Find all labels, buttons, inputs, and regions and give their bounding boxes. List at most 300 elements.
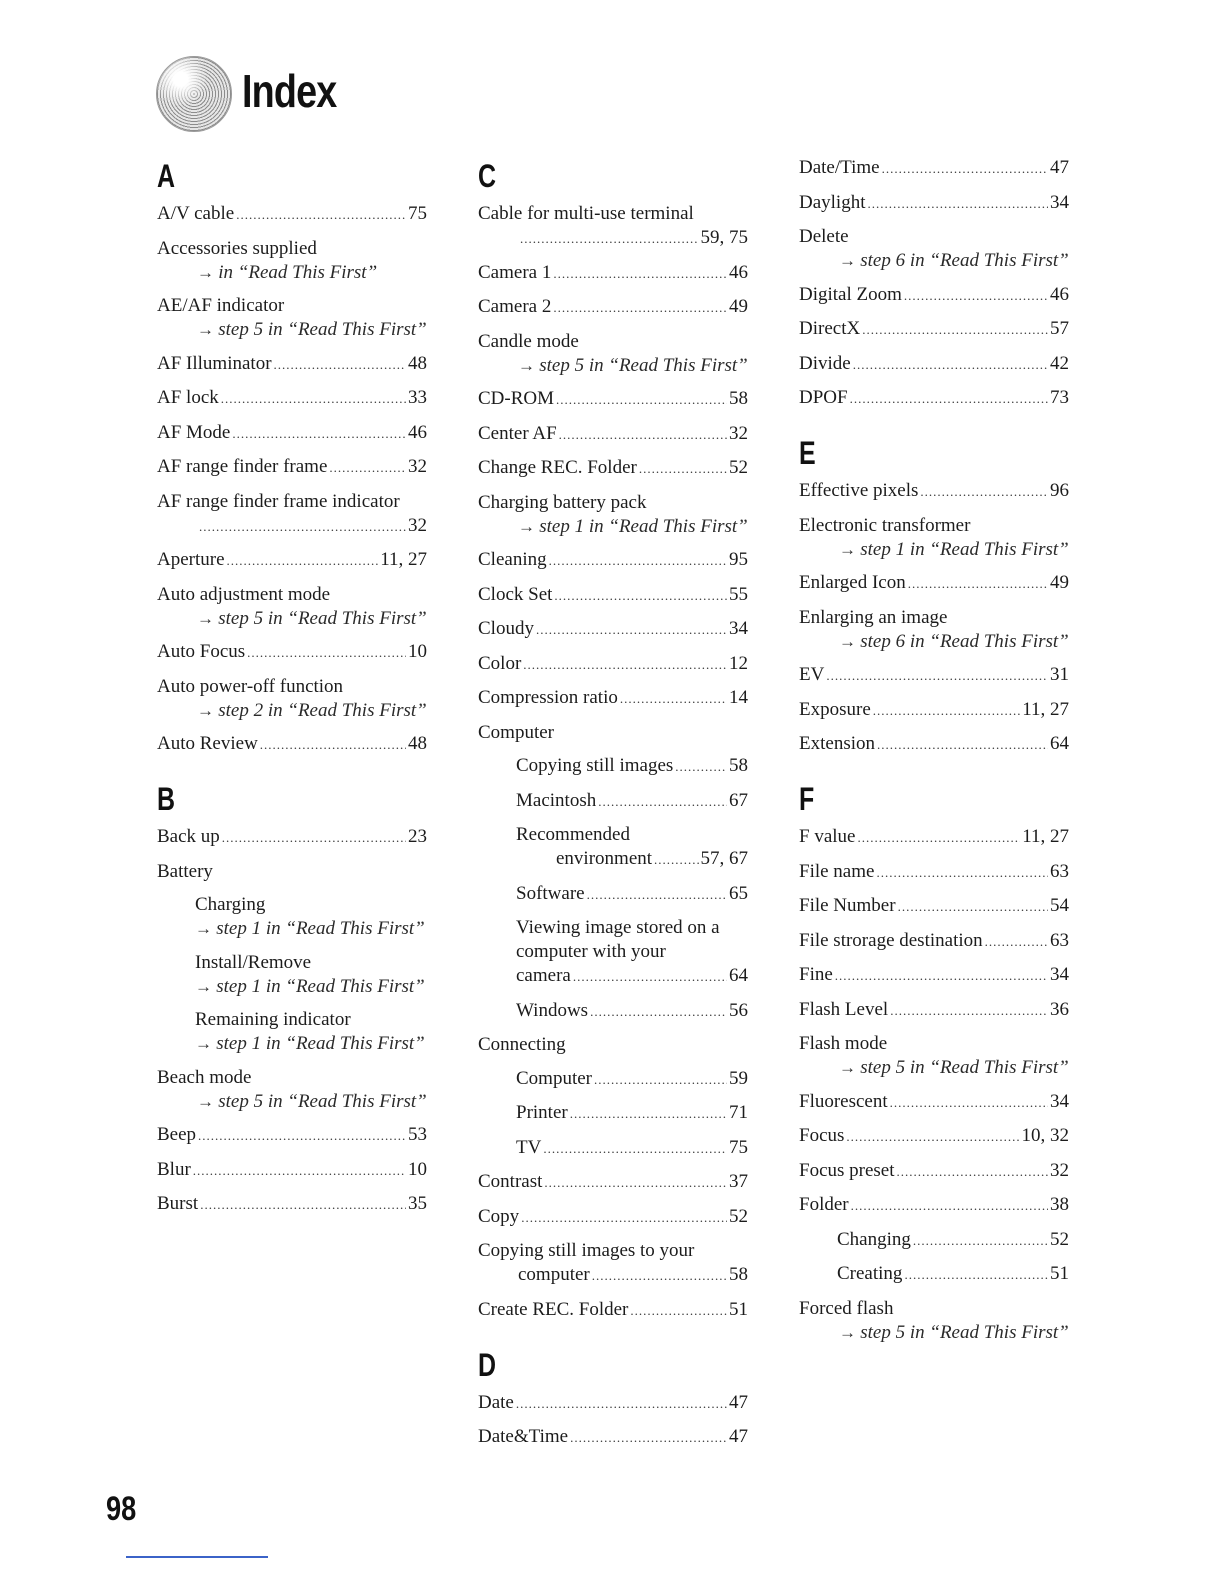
entry-row [157, 352, 427, 377]
entry-term: Changing [837, 1228, 911, 1250]
entry-page: 35 [408, 1193, 427, 1214]
leader-dots [868, 192, 1049, 216]
arrow-right-icon: → [839, 539, 861, 559]
index-entry [478, 330, 748, 378]
leader-dots [877, 733, 1048, 757]
entry-term: Blur [157, 1158, 191, 1180]
entry-term: Focus [799, 1125, 845, 1146]
section-letter: D [478, 1346, 497, 1383]
arrow-right-icon: → [195, 1034, 217, 1053]
entry-term: EV [799, 664, 825, 685]
index-entry [799, 156, 1069, 181]
entry-row [516, 847, 748, 872]
entry-term: AF range finder frame indicator [157, 490, 400, 512]
entry-term: Burst [157, 1193, 199, 1214]
entry-term: Viewing image stored on a computer with your [516, 917, 720, 962]
entry-term: Beach mode [157, 1066, 252, 1088]
entry-term: DirectX [799, 318, 861, 339]
index-entry [478, 721, 748, 745]
entry-row [799, 929, 1069, 954]
entry-row [799, 732, 1069, 757]
entry-row [799, 1193, 1069, 1218]
leader-dots [554, 584, 727, 608]
index-entry [157, 860, 427, 884]
index-entry [157, 386, 427, 411]
entry-term: File name [799, 860, 875, 882]
entry-row [157, 1158, 427, 1183]
reference-text: step 1 in “Read This First” [539, 515, 748, 537]
index-entry [478, 686, 748, 711]
entry-page: 63 [1050, 929, 1069, 951]
entry-row [478, 226, 748, 251]
entry-page: 57, 67 [700, 848, 748, 869]
index-entry [799, 1159, 1069, 1184]
entry-page: 47 [729, 1426, 748, 1447]
entry-row [799, 352, 1069, 377]
index-subentry [478, 882, 748, 907]
entry-term: environment [556, 848, 653, 869]
entry-row [157, 640, 427, 665]
entry-term: AE/AF indicator [157, 295, 285, 316]
index-entry [799, 514, 1069, 562]
arrow-right-icon: → [518, 516, 540, 536]
entry-term: Date [478, 1391, 514, 1413]
entry-row [478, 617, 748, 642]
leader-dots [236, 203, 406, 227]
entry-page: 47 [1050, 157, 1069, 178]
entry-term: Camera 2 [478, 296, 552, 317]
index-subentry [157, 951, 427, 999]
leader-dots [573, 965, 727, 989]
entry-row [157, 455, 427, 480]
index-entry [157, 1192, 427, 1217]
entry-term: Auto adjustment mode [157, 583, 331, 605]
index-entry [478, 387, 748, 412]
entry-row [157, 514, 427, 539]
entry-page: 48 [408, 733, 427, 754]
entry-term: Auto Review [157, 733, 258, 754]
entry-page: 96 [1050, 480, 1069, 501]
entry-row [516, 1101, 748, 1126]
entry-page: 54 [1050, 895, 1069, 916]
index-subentry [799, 1228, 1069, 1253]
leader-dots [227, 549, 379, 573]
entry-term: Recommended [516, 824, 630, 845]
entry-term: Auto Focus [157, 641, 246, 662]
entry-row [799, 317, 1069, 342]
entry-term: Computer [478, 721, 554, 743]
reference-text: in “Read This First” [218, 261, 378, 283]
entry-term: Connecting [478, 1034, 566, 1055]
entry-term: Date&Time [478, 1426, 569, 1447]
entry-term: DPOF [799, 387, 848, 408]
entry-row [799, 963, 1069, 988]
leader-dots [835, 964, 1048, 988]
leader-dots [520, 227, 699, 251]
index-entry [157, 455, 427, 480]
leader-dots [857, 826, 1020, 850]
entry-term: Printer [516, 1102, 568, 1123]
leader-dots [913, 1229, 1048, 1253]
index-entry [478, 422, 748, 447]
entry-term: Divide [799, 352, 851, 374]
entry-term: Enlarged Icon [799, 572, 906, 593]
entry-page: 95 [729, 549, 748, 570]
entry-page: 33 [408, 387, 427, 408]
entry-term: Delete [799, 226, 849, 247]
index-entry [799, 963, 1069, 988]
entry-term: Contrast [478, 1171, 543, 1192]
entry-page: 64 [729, 965, 748, 986]
index-subentry [478, 1067, 748, 1092]
entry-page: 31 [1050, 664, 1069, 685]
index-entry [799, 825, 1069, 850]
entry-term: Color [478, 652, 522, 674]
entry-row [478, 387, 748, 412]
leader-dots [898, 895, 1048, 919]
entry-term: Forced flash [799, 1297, 894, 1319]
entry-page: 32 [729, 422, 748, 444]
entry-row [799, 1124, 1069, 1149]
arrow-right-icon: → [197, 320, 219, 339]
leader-dots [543, 1137, 727, 1161]
entry-term: Beep [157, 1124, 197, 1145]
entry-page: 46 [729, 261, 748, 283]
index-column-1 [157, 156, 427, 1227]
index-entry [799, 1124, 1069, 1149]
entry-term: AF range finder frame [157, 456, 328, 477]
leader-dots [590, 1000, 727, 1024]
entry-term: Windows [516, 999, 589, 1021]
leader-dots [908, 572, 1048, 596]
entry-page: 11, 27 [1022, 826, 1069, 847]
entry-row [478, 1205, 748, 1230]
leader-dots [851, 1194, 1048, 1218]
entry-term: Copying still images to your [478, 1240, 695, 1261]
entry-page: 34 [1050, 191, 1069, 213]
leader-dots [536, 618, 727, 642]
leader-dots [523, 653, 727, 677]
entry-term: Cleaning [478, 549, 547, 570]
leader-dots [850, 387, 1048, 411]
leader-dots [890, 999, 1048, 1023]
entry-row [516, 882, 748, 907]
entry-page: 11, 27 [380, 549, 427, 570]
index-subentry [478, 754, 748, 779]
entry-page: 52 [729, 457, 748, 478]
leader-dots [221, 387, 406, 411]
entry-term: Change REC. Folder [478, 457, 637, 478]
entry-term: Remaining indicator [195, 1009, 351, 1030]
leader-dots [193, 1159, 406, 1183]
entry-row [799, 156, 1069, 181]
entry-term: Effective pixels [799, 480, 919, 501]
index-entry [157, 237, 427, 285]
index-subentry [157, 1008, 427, 1056]
entry-row [157, 1192, 427, 1217]
entry-term: Candle mode [478, 330, 579, 352]
entry-page: 32 [408, 456, 427, 477]
entry-page: 52 [1050, 1228, 1069, 1250]
leader-dots [521, 1206, 727, 1230]
see-reference [157, 1090, 427, 1114]
entry-row [478, 583, 748, 608]
leader-dots [873, 699, 1020, 723]
index-column-2 [478, 156, 748, 1460]
entry-term: Digital Zoom [799, 283, 902, 305]
entry-page: 46 [408, 421, 427, 443]
index-entry [157, 583, 427, 631]
index-entry [478, 295, 748, 320]
leader-dots [198, 1124, 406, 1148]
index-subentry [478, 916, 748, 989]
see-reference [195, 975, 427, 999]
index-entry [478, 456, 748, 481]
reference-text: step 1 in “Read This First” [860, 538, 1069, 560]
leader-dots [630, 1299, 727, 1323]
entry-term: A/V cable [157, 203, 235, 224]
index-entry [478, 617, 748, 642]
arrow-right-icon: → [197, 1091, 219, 1111]
entry-page: 38 [1050, 1194, 1069, 1215]
index-entry [799, 894, 1069, 919]
entry-term: Cable for multi-use terminal [478, 203, 694, 224]
entry-page: 10, 32 [1021, 1125, 1069, 1146]
index-entry [799, 479, 1069, 504]
entry-page: 73 [1050, 387, 1069, 408]
entry-row [478, 652, 748, 677]
leader-dots [592, 1264, 727, 1288]
entry-row [799, 663, 1069, 688]
entry-term: Daylight [799, 191, 866, 213]
arrow-right-icon: → [197, 700, 219, 720]
entry-row [516, 964, 748, 989]
leader-dots [882, 157, 1048, 181]
entry-page: 59, 75 [700, 227, 748, 248]
entry-term: Date/Time [799, 157, 880, 178]
reference-text: step 1 in “Read This First” [216, 1033, 425, 1054]
leader-dots [620, 687, 727, 711]
leader-dots [570, 1102, 727, 1126]
leader-dots [587, 883, 727, 907]
entry-page: 12 [729, 652, 748, 674]
leader-dots [200, 1193, 406, 1217]
index-entry [799, 998, 1069, 1023]
index-entry [157, 294, 427, 342]
page-number: 98 [106, 1490, 137, 1528]
entry-row [799, 894, 1069, 919]
leader-dots [274, 353, 406, 377]
see-reference [157, 607, 427, 631]
leader-dots [544, 1171, 727, 1195]
entry-page: 34 [729, 618, 748, 639]
entry-page: 64 [1050, 733, 1069, 754]
entry-page: 71 [729, 1102, 748, 1123]
entry-row [478, 295, 748, 320]
leader-dots [897, 1160, 1048, 1184]
entry-page: 32 [408, 514, 427, 536]
reference-text: step 5 in “Read This First” [218, 1090, 427, 1112]
entry-term: Compression ratio [478, 687, 618, 708]
entry-row [478, 1263, 748, 1288]
entry-term: Center AF [478, 422, 557, 444]
entry-row [799, 860, 1069, 885]
entry-row [799, 1159, 1069, 1184]
entry-page: 67 [729, 789, 748, 811]
entry-page: 51 [729, 1298, 748, 1320]
leader-dots [890, 1091, 1048, 1115]
leader-dots [516, 1392, 727, 1416]
entry-row [157, 732, 427, 757]
entry-row [157, 1123, 427, 1148]
reference-text: step 1 in “Read This First” [216, 975, 425, 997]
reference-text: step 5 in “Read This First” [539, 354, 748, 376]
bottom-rule [126, 1556, 268, 1558]
see-reference [799, 1056, 1069, 1080]
entry-row [157, 202, 427, 227]
entry-term: Back up [157, 826, 220, 847]
entry-term: CD-ROM [478, 388, 555, 409]
index-subentry [478, 1136, 748, 1161]
index-entry [799, 698, 1069, 723]
entry-term: camera [516, 965, 571, 986]
entry-page: 11, 27 [1022, 698, 1069, 720]
entry-page: 32 [1050, 1159, 1069, 1181]
entry-row [799, 191, 1069, 216]
entry-page: 49 [1050, 572, 1069, 593]
index-entry [799, 606, 1069, 654]
entry-page: 10 [408, 1158, 427, 1180]
entry-row [516, 754, 748, 779]
page-title: Index [242, 65, 337, 117]
entry-term: Charging battery pack [478, 491, 647, 513]
entry-term: Install/Remove [195, 951, 312, 973]
index-entry [478, 202, 748, 251]
arrow-right-icon: → [197, 262, 219, 282]
index-entry [799, 860, 1069, 885]
index-entry [478, 652, 748, 677]
index-entry [799, 732, 1069, 757]
leader-dots [549, 549, 727, 573]
arrow-right-icon: → [518, 355, 540, 375]
entry-row [799, 283, 1069, 308]
entry-page: 57 [1050, 318, 1069, 339]
entry-term: File Number [799, 895, 896, 916]
leader-dots [594, 1068, 727, 1092]
entry-page: 53 [408, 1124, 427, 1145]
entry-term: Cloudy [478, 618, 534, 639]
entry-term: Charging [195, 894, 266, 915]
entry-term: Create REC. Folder [478, 1298, 629, 1320]
entry-row [478, 261, 748, 286]
leader-dots [222, 826, 406, 850]
entry-term: Creating [837, 1263, 903, 1284]
entry-page: 51 [1050, 1263, 1069, 1284]
entry-row [157, 386, 427, 411]
entry-term: Fluorescent [799, 1090, 888, 1112]
index-entry [157, 352, 427, 377]
entry-term: Flash Level [799, 998, 889, 1020]
entry-term: File strorage destination [799, 929, 983, 951]
index-entry [157, 421, 427, 446]
entry-page: 47 [729, 1391, 748, 1413]
index-entry [157, 732, 427, 757]
entry-term: AF Illuminator [157, 352, 272, 374]
leader-dots [846, 1125, 1019, 1149]
index-entry [799, 1090, 1069, 1115]
entry-row [799, 1090, 1069, 1115]
index-entry [799, 317, 1069, 342]
leader-dots [260, 733, 406, 757]
leader-dots [904, 284, 1048, 308]
entry-term: Exposure [799, 698, 871, 720]
entry-page: 42 [1050, 352, 1069, 374]
see-reference [799, 249, 1069, 273]
entry-term: Camera 1 [478, 261, 552, 283]
entry-row [516, 1136, 748, 1161]
index-column-3 [799, 156, 1069, 1354]
arrow-right-icon: → [839, 631, 861, 651]
entry-term: Extension [799, 733, 875, 754]
arrow-right-icon: → [839, 251, 861, 270]
index-globe-icon [156, 56, 232, 132]
leader-dots [876, 861, 1048, 885]
entry-row [478, 1170, 748, 1195]
leader-dots [639, 457, 727, 481]
index-entry [799, 571, 1069, 596]
index-entry [478, 1425, 748, 1450]
entry-page: 59 [729, 1067, 748, 1089]
leader-dots [826, 664, 1048, 688]
index-entry [478, 1298, 748, 1323]
entry-page: 48 [408, 352, 427, 374]
see-reference [478, 354, 748, 378]
leader-dots [553, 262, 727, 286]
entry-row [516, 1067, 748, 1092]
section-letter: C [478, 158, 497, 194]
leader-dots [598, 790, 727, 814]
entry-row [799, 998, 1069, 1023]
entry-term: AF Mode [157, 421, 231, 443]
index-entry [478, 1205, 748, 1230]
entry-term: Electronic transformer [799, 514, 971, 536]
index-entry [799, 191, 1069, 216]
entry-term: Auto power-off function [157, 675, 344, 697]
entry-row [478, 1391, 748, 1416]
index-entry [157, 490, 427, 539]
entry-row [799, 386, 1069, 411]
entry-term: F value [799, 826, 856, 847]
leader-dots [853, 353, 1048, 377]
entry-row [799, 698, 1069, 723]
entry-term: Clock Set [478, 583, 553, 605]
entry-page: 63 [1050, 860, 1069, 882]
arrow-right-icon: → [195, 919, 217, 938]
see-reference [195, 917, 427, 941]
index-subentry [478, 823, 748, 872]
leader-dots [654, 848, 698, 872]
index-entry [799, 1032, 1069, 1080]
arrow-right-icon: → [839, 1058, 861, 1077]
see-reference [157, 318, 427, 342]
index-entry [799, 929, 1069, 954]
entry-term: computer [518, 1264, 590, 1285]
entry-row [157, 825, 427, 850]
section-letter: A [157, 158, 176, 194]
entry-page: 75 [729, 1136, 748, 1158]
see-reference [799, 630, 1069, 654]
see-reference [799, 1321, 1069, 1345]
